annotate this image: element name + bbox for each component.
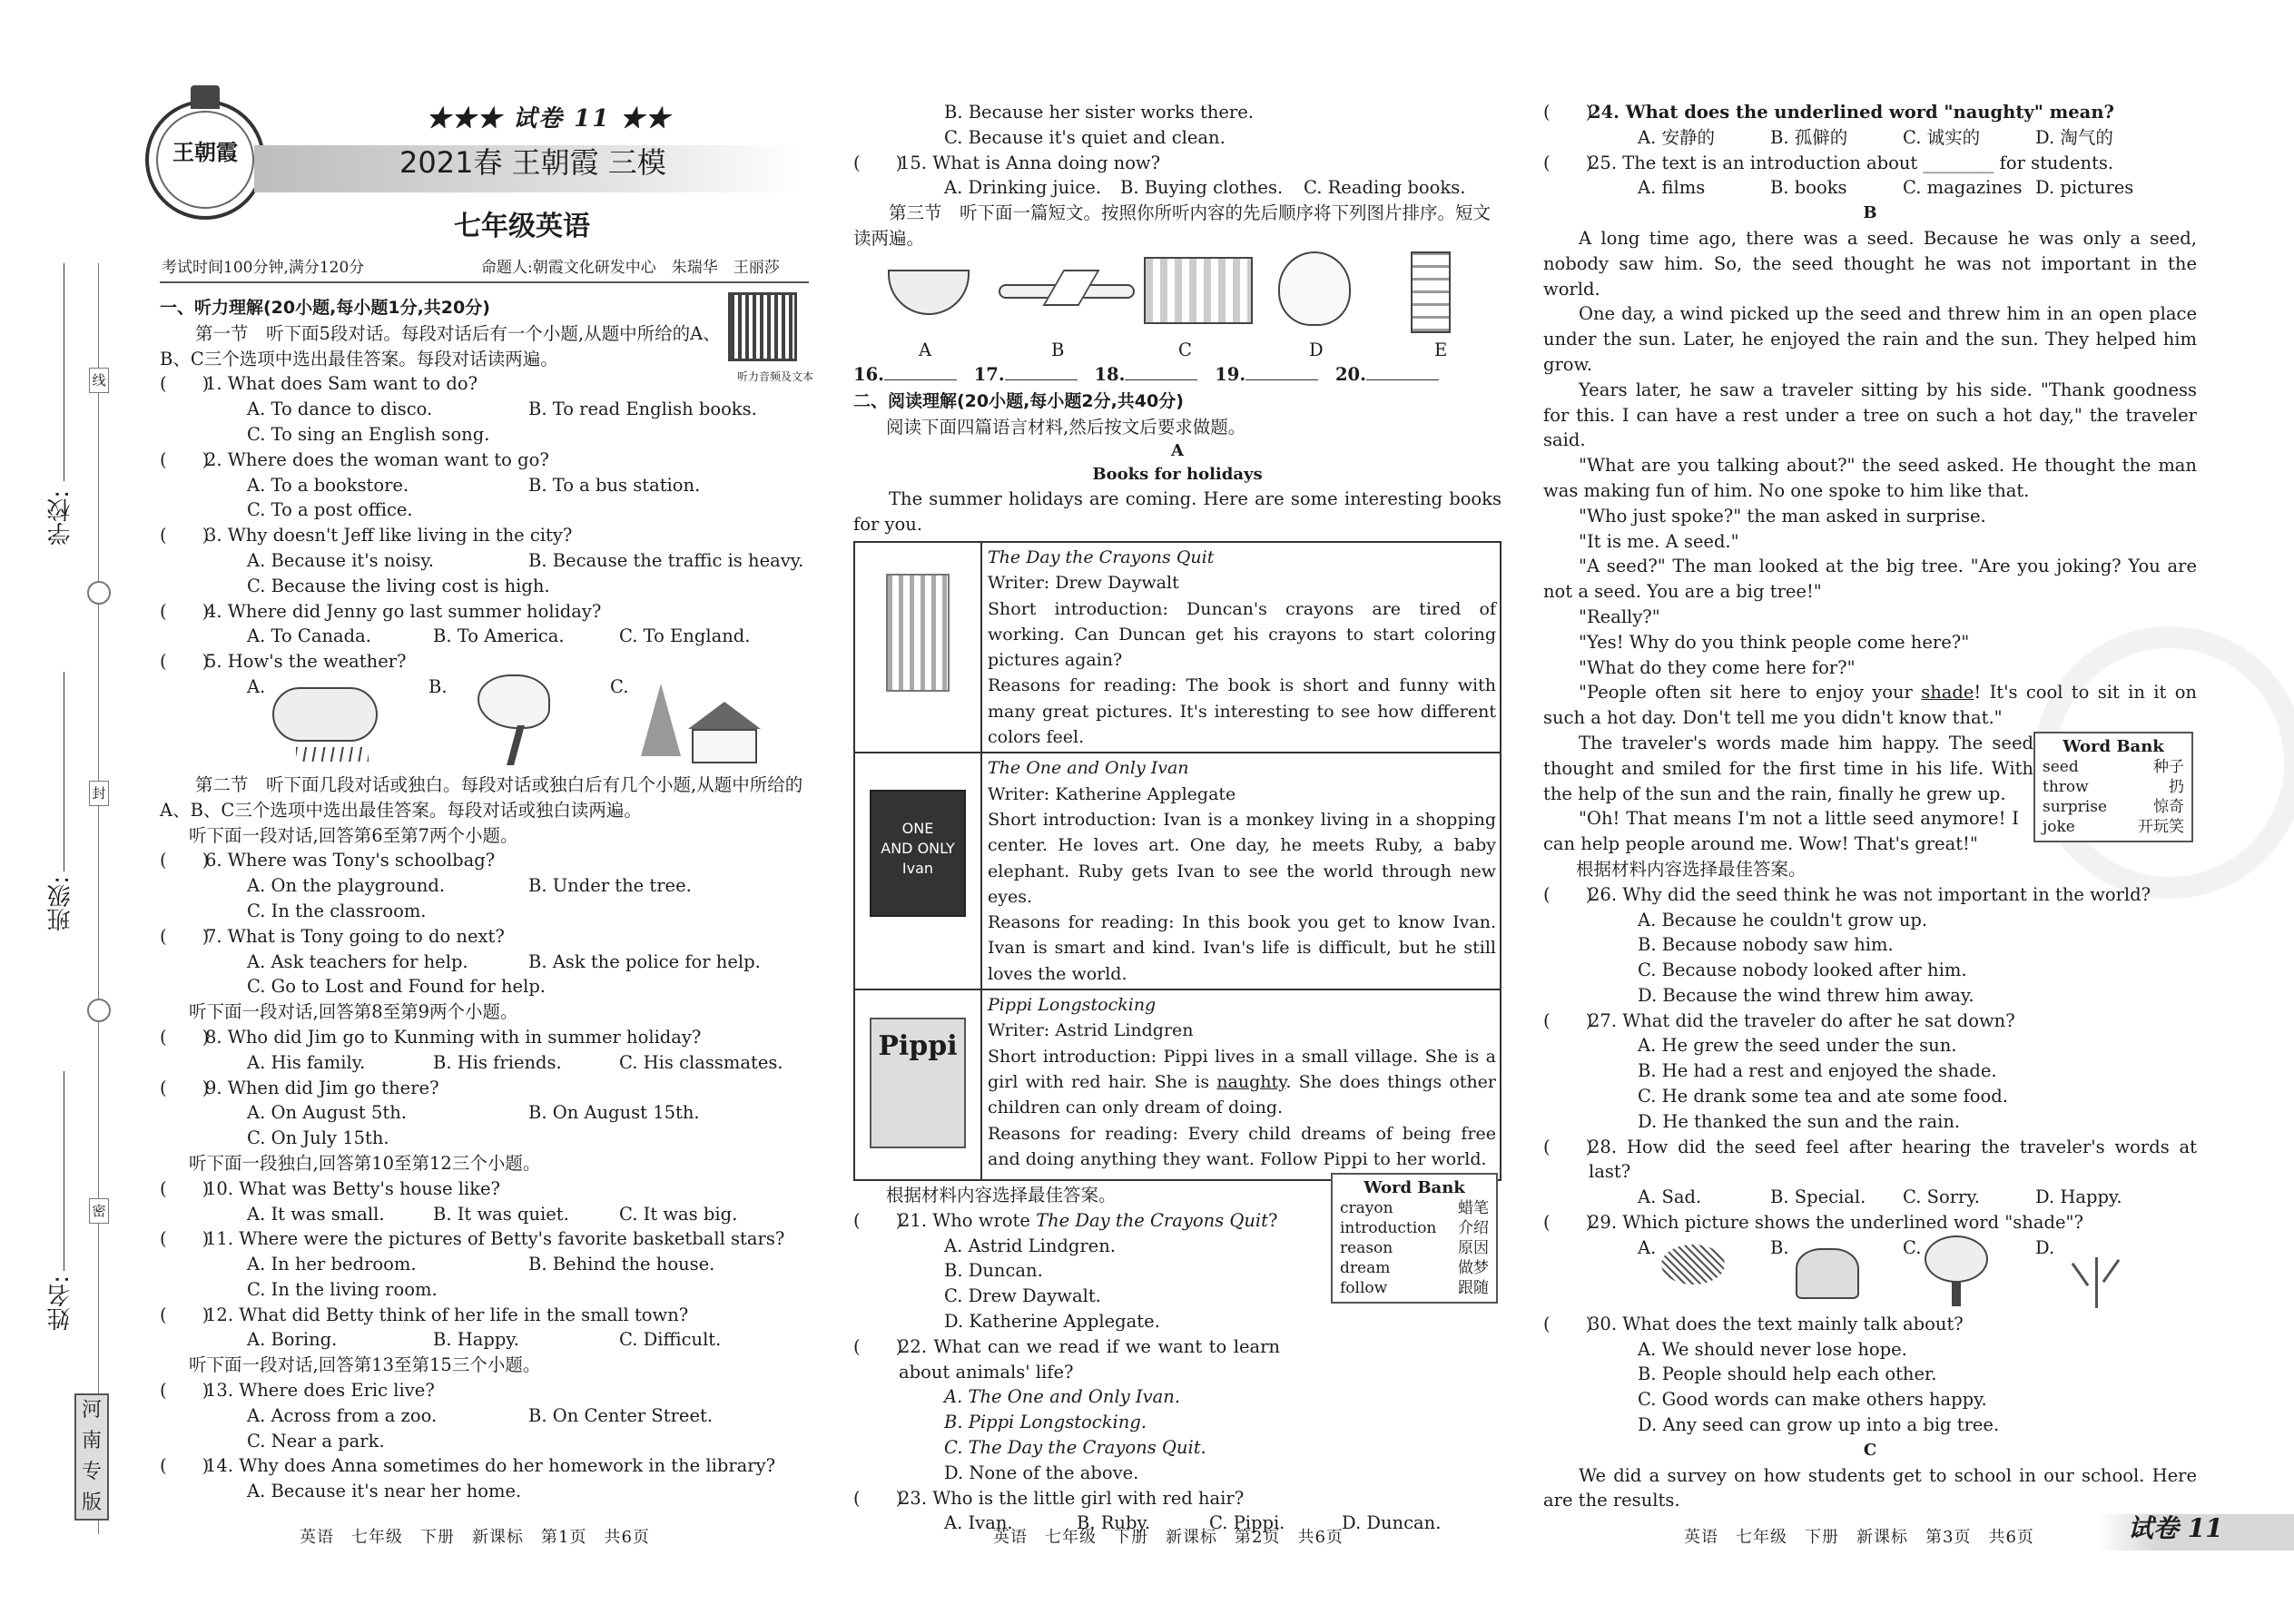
question-25: ( )25. The text is an introduction about ________ for students. — [1543, 152, 2114, 173]
passage-a-title: Books for holidays — [1092, 465, 1263, 485]
pic-label-e: E — [1434, 339, 1448, 360]
book-reason: Reasons for reading: In this book you get to know Ivan. Ivan is smart and kind. Ivan's life is difficult, but he still loves the world. — [988, 912, 1496, 984]
passage-b-p7: "A seed?" The man looked at the big tree. "Are you joking? You are not a seed. You are a big tree!" — [1543, 556, 2197, 603]
question-1: ( )1. What does Sam want to do? — [160, 373, 478, 395]
question-11: ( )11. Where were the pictures of Betty's favorite basketball stars? — [160, 1228, 785, 1250]
q22-option-a[interactable]: A. The One and Only Ivan. — [944, 1386, 1181, 1408]
q14-option-a[interactable]: A. Because it's near her home. — [247, 1481, 522, 1502]
q1-options[interactable]: A. To dance to disco. B. To read English books. — [247, 399, 757, 420]
question-29: ( )29. Which picture shows the underlined word "shade"? — [1543, 1212, 2083, 1234]
word-bank-a: Word Bank crayon 蜡笔 introduction 介绍 reason 原因 dream 做梦 follow 跟随 — [1331, 1173, 1498, 1304]
name-label: 姓名: — [47, 1275, 74, 1331]
question-10: ( )10. What was Betty's house like? — [160, 1177, 501, 1199]
bare-tree-icon[interactable] — [2070, 1248, 2124, 1308]
footer-page-3: 英语 七年级 下册 新课标 第3页 共6页 — [1684, 1528, 2034, 1547]
name-field[interactable] — [38, 1071, 93, 1343]
pic-label-a: A — [919, 339, 932, 360]
q23-options[interactable]: A. Ivan. B. Ruby. C. Pippi. D. Duncan. — [944, 1512, 1442, 1534]
q21-option-d[interactable]: D. Katherine Applegate. — [944, 1311, 1160, 1332]
q1-option-c[interactable]: C. To sing an English song. — [247, 423, 490, 445]
q21-option-b[interactable]: B. Duncan. — [944, 1260, 1043, 1282]
book-reason: Reasons for reading: Every child dreams of being free and doing anything they want. Follow Pippi to her world. — [988, 1123, 1496, 1169]
q27-option-b[interactable]: B. He had a rest and enjoyed the shade. — [1638, 1060, 1997, 1082]
book-row — [854, 989, 1501, 1180]
choose-instructions-b: 根据材料内容选择最佳答案。 — [1576, 858, 1807, 880]
q26-option-d[interactable]: D. Because the wind threw him away. — [1638, 984, 1974, 1006]
building-icon[interactable] — [1144, 257, 1253, 324]
book-intro: Short introduction: Duncan's crayons are tired of working. Can Duncan get his crayons to start coloring pictures again? — [988, 598, 1496, 671]
passage-a-label: A — [1171, 441, 1184, 461]
q9-options[interactable]: A. On August 5th. B. On August 15th. — [247, 1102, 700, 1124]
question-3: ( )3. Why doesn't Jeff like living in the city? — [160, 525, 573, 546]
question-27: ( )27. What did the traveler do after he sat down? — [1543, 1009, 2015, 1031]
noodle-bowl-icon[interactable] — [888, 270, 970, 315]
exam-meta-authors: 命题人:朝霞文化研发中心 朱瑞华 王丽莎 — [481, 259, 780, 277]
book-writer: Writer: Astrid Lindgren — [988, 1020, 1194, 1041]
passage-b-p5: "Who just spoke?" the man asked in surprise. — [1579, 505, 1986, 527]
passage-b-p10: "What do they come here for?" — [1579, 656, 1856, 678]
question-8: ( )8. Who did Jim go to Kunming with in summer holiday? — [160, 1026, 702, 1048]
q7-option-c[interactable]: C. Go to Lost and Found for help. — [247, 976, 546, 998]
binding-label-feng: 封 — [89, 781, 109, 806]
choose-instructions: 根据材料内容选择最佳答案。 — [886, 1185, 1117, 1206]
q13-options[interactable]: A. Across from a zoo. B. On Center Street. — [247, 1404, 714, 1426]
q25-options[interactable]: A. films B. books C. magazines D. pictures — [1638, 177, 2134, 199]
q30-option-a[interactable]: A. We should never lose hope. — [1638, 1338, 1907, 1360]
q28-options[interactable]: A. Sad. B. Special. C. Sorry. D. Happy. — [1638, 1186, 2122, 1208]
question-13: ( )13. Where does Eric live? — [160, 1380, 435, 1402]
passage-b-p6: "It is me. A seed." — [1579, 530, 1739, 552]
q2-option-c[interactable]: C. To a post office. — [247, 499, 413, 521]
q6-options[interactable]: A. On the playground. B. Under the tree. — [247, 875, 692, 897]
book-title: Pippi Longstocking — [988, 995, 1157, 1016]
subject-title: 七年级英语 — [454, 211, 590, 242]
q30-option-c[interactable]: C. Good words can make others happy. — [1638, 1389, 1987, 1411]
group-10-12-instructions: 听下面一段独白,回答第10至第12三个小题。 — [189, 1152, 541, 1174]
listening-section3-instructions: 第三节 听下面一篇短文。按照你所听内容的先后顺序将下列图片排序。短文读两遍。 — [853, 202, 1492, 249]
crayons-book-cover — [854, 542, 981, 753]
question-6: ( )6. Where was Tony's schoolbag? — [160, 850, 496, 871]
passage-b-p11: "People often sit here to enjoy your shade! It's cool to sit in it on such a hot day. Don't tell me you didn't know that." — [1543, 682, 2197, 729]
pic-label-d: D — [1309, 339, 1324, 360]
q30-option-d[interactable]: D. Any seed can grow up into a big tree. — [1638, 1414, 2000, 1436]
books-table — [853, 541, 1501, 1181]
q27-option-d[interactable]: D. He thanked the sun and the rain. — [1638, 1110, 1961, 1132]
airplane-icon[interactable] — [999, 270, 1135, 306]
book-row — [854, 753, 1501, 989]
edition-badge: 河 南 专 版 — [74, 1393, 109, 1521]
q3-options[interactable]: A. Because it's noisy. B. Because the traffic is heavy. — [247, 549, 804, 571]
naughty-underlined: naughty — [1216, 1071, 1286, 1092]
word-bank-b: Word Bank seed 种子 throw 扔 surprise 惊奇 joke 开玩笑 — [2033, 732, 2193, 842]
book-writer: Writer: Drew Daywalt — [988, 573, 1179, 594]
binding-knot-2 — [87, 999, 111, 1022]
q27-option-a[interactable]: A. He grew the seed under the sun. — [1638, 1035, 1957, 1057]
q26-option-b[interactable]: B. Because nobody saw him. — [1638, 934, 1894, 956]
pic-label-b: B — [1051, 339, 1065, 360]
rainy-cloud-icon[interactable] — [272, 687, 378, 742]
book-title: The Day the Crayons Quit — [988, 546, 1215, 567]
book-row — [854, 542, 1501, 753]
column-1 — [160, 296, 809, 1504]
passage-b-label: B — [1863, 203, 1877, 223]
passage-b-p1: A long time ago, there was a seed. Because he was only a seed, nobody saw him. So, the seed thought he was not important in the world. — [1543, 227, 2197, 300]
binding-label-mi: 密 — [89, 1198, 109, 1224]
book-writer: Writer: Katherine Applegate — [988, 783, 1236, 804]
pippi-book-cover: Pippi — [854, 989, 981, 1180]
binding-line — [98, 263, 99, 1534]
q11-options[interactable]: A. In her bedroom. B. Behind the house. — [247, 1254, 715, 1275]
q13-option-c[interactable]: C. Near a park. — [247, 1430, 385, 1452]
q11-option-c[interactable]: C. In the living room. — [247, 1278, 438, 1300]
reading-instructions: 阅读下面四篇语言材料,然后按文后要求做题。 — [886, 416, 1246, 438]
qr-caption: 听力音频及文本 — [737, 370, 814, 383]
q29-picture-options[interactable]: A. B. C. D. — [1543, 1235, 2197, 1312]
q10-options[interactable]: A. It was small. B. It was quiet. C. It was big. — [247, 1203, 738, 1225]
pic-label-c: C — [1178, 339, 1192, 360]
q21-option-a[interactable]: A. Astrid Lindgren. — [944, 1235, 1116, 1256]
q26-option-a[interactable]: A. Because he couldn't grow up. — [1638, 909, 1928, 930]
group-6-7-instructions: 听下面一段对话,回答第6至第7两个小题。 — [189, 824, 518, 846]
listening-section1-instructions: 第一节 听下面5段对话。每段对话后有一个小题,从题中所给的A、B、C三个选项中选出最佳答案。每段对话读两遍。 — [160, 322, 721, 369]
question-26: ( )26. Why did the seed think he was not important in the world? — [1543, 883, 2151, 905]
exam-meta-time: 考试时间100分钟,满分120分 — [162, 259, 365, 277]
q12-options[interactable]: A. Boring. B. Happy. C. Difficult. — [247, 1329, 722, 1351]
q30-option-b[interactable]: B. People should help each other. — [1638, 1363, 1937, 1385]
q22-option-d[interactable]: D. None of the above. — [944, 1462, 1139, 1483]
listening-heading: 一、听力理解(20小题,每小题1分,共20分) — [160, 298, 490, 318]
shade-underlined: shade — [1921, 682, 1974, 704]
question-9: ( )9. When did Jim go there? — [160, 1077, 439, 1098]
q26-option-c[interactable]: C. Because nobody looked after him. — [1638, 960, 1967, 981]
reading-heading: 二、阅读理解(20小题,每小题2分,共40分) — [853, 390, 1184, 411]
ordering-pictures — [853, 251, 1501, 362]
q9-option-c[interactable]: C. On July 15th. — [247, 1127, 389, 1149]
group-8-9-instructions: 听下面一段对话,回答第8至第9两个小题。 — [189, 1001, 518, 1023]
class-label: 班级: — [47, 876, 74, 931]
q14-option-b[interactable]: B. Because her sister works there. — [944, 102, 1254, 123]
q24-options[interactable]: A. 安静的 B. 孤僻的 C. 诚实的 D. 淘气的 — [1638, 126, 2113, 148]
question-5: ( )5. How's the weather? — [160, 651, 407, 673]
passage-c-label: C — [1863, 1440, 1877, 1460]
q14-option-c[interactable]: C. Because it's quiet and clean. — [944, 126, 1226, 148]
school-label: 学校: — [47, 490, 74, 546]
question-12: ( )12. What did Betty think of her life in the small town? — [160, 1304, 689, 1325]
q7-options[interactable]: A. Ask teachers for help. B. Ask the police for help. — [247, 950, 761, 972]
header-rule — [160, 281, 809, 283]
question-4: ( )4. Where did Jenny go last summer holiday? — [160, 600, 602, 622]
exam-title: 2021春 王朝霞 三模 — [399, 145, 666, 180]
pagoda-icon[interactable] — [1411, 251, 1451, 333]
q5-picture-options[interactable]: A. B. C. — [160, 674, 809, 773]
question-2: ( )2. Where does the woman want to go? — [160, 448, 549, 470]
tree-stump-icon[interactable] — [1796, 1248, 1859, 1299]
passage-b-p13: "Oh! That means I'm not a little seed anymore! I can help people around me. Wow! That's great!" — [1543, 808, 2019, 855]
footer-badge: 试卷 11 — [2128, 1513, 2223, 1543]
binding-knot-1 — [87, 581, 111, 605]
footer-page-1: 英语 七年级 下册 新课标 第1页 共6页 — [300, 1528, 650, 1547]
book-intro: Short introduction: Pippi lives in a small village. She is a girl with red hair. She is naughty. She does things other children can only dream of doing. — [988, 1046, 1497, 1118]
passage-b-p12: The traveler's words made him happy. The seed thought and smiled for the first time in his life. With the help of the sun and the rain, finally he grew up. — [1543, 731, 2197, 806]
footer-page-2: 英语 七年级 下册 新课标 第2页 共6页 — [993, 1528, 1344, 1547]
snowy-house-icon[interactable] — [641, 674, 759, 765]
q22-option-b[interactable]: B. Pippi Longstocking. — [944, 1412, 1147, 1433]
passage-a-intro: The summer holidays are coming. Here are some interesting books for you. — [853, 488, 1501, 536]
q6-option-c[interactable]: C. In the classroom. — [247, 900, 427, 921]
school-field[interactable] — [38, 263, 93, 572]
class-field[interactable] — [38, 672, 93, 944]
question-24: ( )24. What does the underlined word "naughty" mean? — [1543, 102, 2114, 123]
q21-option-c[interactable]: C. Drew Daywalt. — [944, 1285, 1101, 1307]
group-13-15-instructions: 听下面一段对话,回答第13至第15三个小题。 — [189, 1354, 541, 1376]
question-14: ( )14. Why does Anna sometimes do her homework in the library? — [160, 1455, 776, 1477]
question-15: ( )15. What is Anna doing now? — [853, 152, 1161, 173]
opera-mask-icon[interactable] — [1278, 251, 1351, 326]
q2-options[interactable]: A. To a bookstore. B. To a bus station. — [247, 474, 701, 496]
passage-b-p3: Years later, he saw a traveler sitting by his side. "Thank goodness for this. I can have a rest under a tree on such a hot day," the traveler said. — [1543, 379, 2197, 451]
book-reason: Reasons for reading: The book is short and funny with many great pictures. It's interesting to see how different colors feel. — [988, 675, 1496, 748]
ivan-book-cover: ONE AND ONLY Ivan — [854, 753, 981, 989]
book-intro: Short introduction: Ivan is a monkey living in a shopping center. He loves art. One day, he meets Ruby, a baby elephant. Ruby gets Ivan to see the world through new eyes. — [988, 809, 1496, 907]
question-23: ( )23. Who is the little girl with red hair? — [853, 1487, 1245, 1509]
column-2 — [853, 100, 1501, 1536]
passage-b-p4: "What are you talking about?" the seed asked. He thought the man was making fun of him. No one spoke to him like that. — [1543, 455, 2197, 501]
q8-options[interactable]: A. His family. B. His friends. C. His classmates. — [247, 1051, 783, 1073]
q15-options[interactable]: A. Drinking juice. B. Buying clothes. C. Reading books. — [944, 177, 1466, 199]
answer-blanks[interactable]: 16. 17. 18. 19. 20. — [853, 362, 1501, 389]
series-label: ★★★ 试卷 11 ★★ — [427, 105, 672, 133]
q4-options[interactable]: A. To Canada. B. To America. C. To England. — [247, 625, 751, 647]
brand-seal: 王朝霞 — [145, 100, 265, 220]
passage-b-p2: One day, a wind picked up the seed and threw him in an open place under the sun. Later, he enjoyed the rain and the sun. They helped him grow. — [1543, 303, 2197, 375]
binding-label-xian: 线 — [89, 368, 109, 393]
question-30: ( )30. What does the text mainly talk about? — [1543, 1313, 1964, 1334]
passage-b-p9: "Yes! Why do you think people come here?" — [1579, 631, 1970, 653]
question-21: ( )21. Who wrote The Day the Crayons Quit? — [853, 1209, 1278, 1231]
q27-option-c[interactable]: C. He drank some tea and ate some food. — [1638, 1086, 2008, 1107]
question-7: ( )7. What is Tony going to do next? — [160, 925, 505, 947]
passage-c-p1: We did a survey on how students get to school in our school. Here are the results. — [1543, 1464, 2197, 1511]
pine-branch-icon[interactable] — [1661, 1245, 1725, 1284]
listening-section2-instructions: 第二节 听下面几段对话或独白。每段对话或独白后有几个小题,从题中所给的A、B、C三个选项中选出最佳答案。每段对话或独白读两遍。 — [160, 773, 803, 821]
question-28: ( ) 28. How did the seed feel after hearing the traveler's words at last? — [1543, 1136, 2197, 1183]
book-title: The One and Only Ivan — [988, 758, 1189, 779]
q3-option-c[interactable]: C. Because the living cost is high. — [247, 575, 550, 596]
shade-tree-icon[interactable] — [1925, 1235, 1988, 1308]
passage-b-p8: "Really?" — [1579, 605, 1660, 627]
question-22: ( ) 22. What can we read if we want to learn about animals' life? — [853, 1335, 1280, 1383]
windy-tree-icon[interactable] — [478, 674, 559, 765]
q22-option-c[interactable]: C. The Day the Crayons Quit. — [944, 1436, 1206, 1458]
